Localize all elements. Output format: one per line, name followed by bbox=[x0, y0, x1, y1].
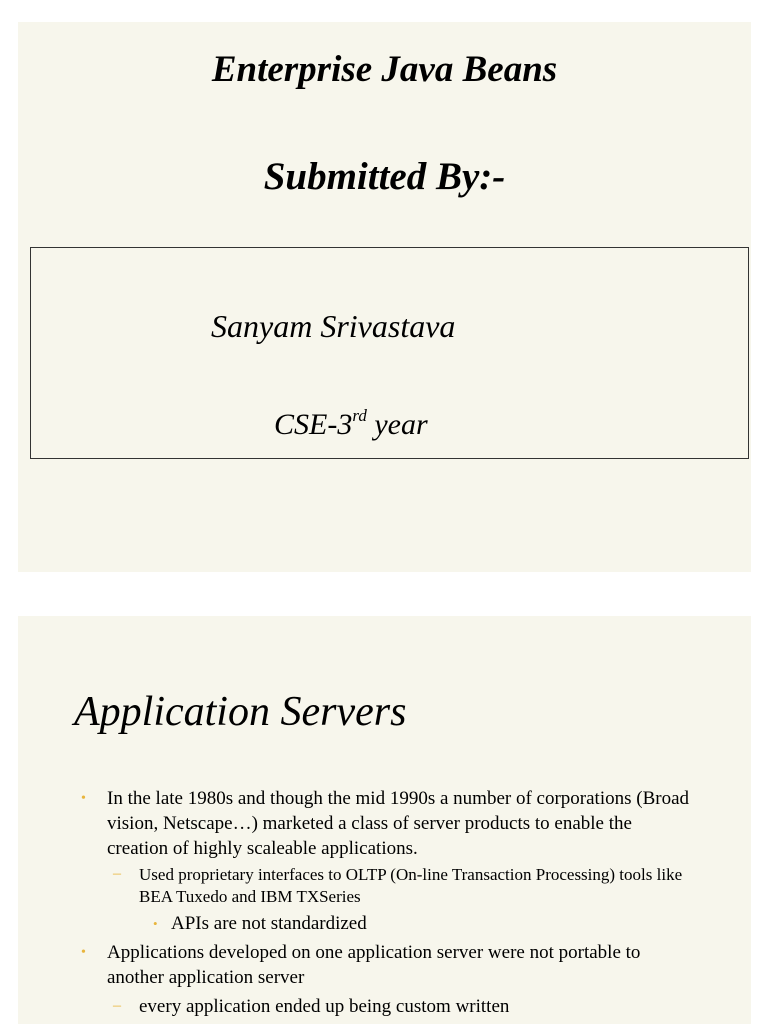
list-item bbox=[81, 940, 697, 990]
list-item bbox=[113, 994, 699, 1019]
bullet-dash-icon: – bbox=[113, 997, 121, 1014]
bullet-dot-icon: • bbox=[81, 945, 86, 960]
list-item-text: every application ended up being custom written bbox=[139, 996, 510, 1017]
author-box bbox=[30, 247, 749, 459]
year-suffix: year bbox=[366, 408, 428, 441]
content-slide bbox=[18, 616, 751, 1024]
slide-title: Application Servers bbox=[74, 689, 407, 735]
author-year bbox=[274, 408, 428, 442]
year-ordinal: rd bbox=[352, 406, 367, 425]
slide-subtitle: Submitted By:- bbox=[263, 155, 506, 198]
list-item-text: Used proprietary interfaces to OLTP (On-line Transaction Processing) tools like BEA Tuxedo and IBM TXSeries bbox=[139, 865, 683, 906]
bullet-dot-icon: • bbox=[81, 791, 86, 806]
author-name: Sanyam Srivastava bbox=[211, 308, 456, 344]
list-item-text: In the late 1980s and though the mid 1990s a number of corporations (Broad vision, Netscape…) marketed a class of server products to enable the creation of highly scaleable applications. bbox=[107, 788, 690, 859]
slide-title: Enterprise Java Beans bbox=[211, 49, 558, 90]
bullet-dot-icon: • bbox=[153, 916, 158, 931]
bullet-dash-icon: – bbox=[113, 865, 121, 882]
list-item bbox=[153, 911, 691, 936]
title-slide bbox=[18, 22, 751, 572]
year-prefix: CSE-3 bbox=[274, 408, 353, 441]
list-item bbox=[113, 864, 699, 908]
list-item-text: APIs are not standardized bbox=[171, 913, 367, 934]
list-item-text: Applications developed on one application server were not portable to another application server bbox=[107, 942, 641, 988]
list-item bbox=[81, 786, 697, 861]
